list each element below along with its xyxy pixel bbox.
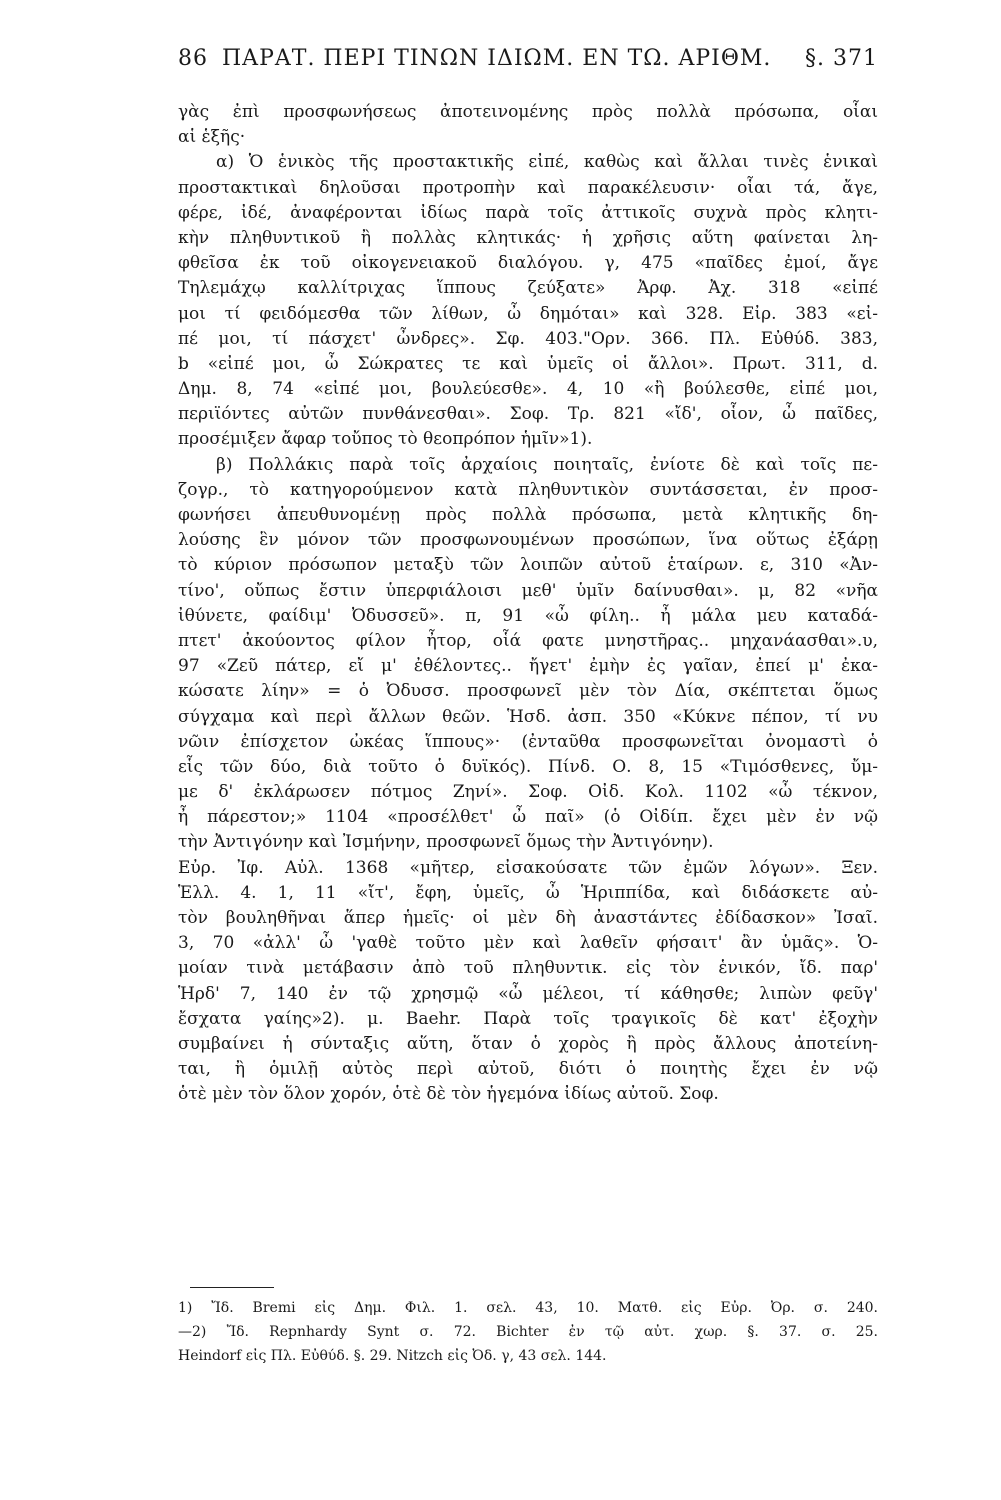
text-line: κώσατε λίην» = ὁ Ὀδυσσ. προσφωνεῖ μὲν τὸν Δία, σκέπτεται ὅμως — [178, 681, 878, 702]
text-line: προσέμιξεν ἄφαρ τοὔπος τὸ θεοπρόπον ἡμῖν»1). — [178, 429, 593, 450]
text-line: τὸ κύριον πρόσωπον μεταξὺ τῶν λοιπῶν αὐτοῦ ἑταίρων. ε, 310 «Ἀν- — [178, 555, 878, 576]
footnote-line: Heindorf εἰς Πλ. Εὐθύδ. §. 29. Nitzch εἰς Ὀδ. γ, 43 σελ. 144. — [178, 1348, 607, 1364]
text-line: α) Ὁ ἑνικὸς τῆς προστακτικῆς εἰπέ, καθὼς καὶ ἄλλαι τινὲς ἑνικαὶ — [216, 152, 878, 173]
text-line: νῶιν ἐπίσχετον ὠκέας ἵππους»· (ἐνταῦθα προσφωνεῖται ὀνομαστὶ ὁ — [178, 731, 878, 752]
text-line: β) Πολλάκις παρὰ τοῖς ἀρχαίοις ποιηταῖς, ἐνίοτε δὲ καὶ τοῖς πε- — [216, 454, 878, 475]
header-title: ΠΑΡΑΤ. ΠΕΡΙ ΤΙΝΩΝ ΙΔΙΩΜ. ΕΝ ΤΩ. ΑΡΙΘΜ. — [222, 46, 772, 71]
text-line: ὁτὲ μὲν τὸν ὅλον χορόν, ὁτὲ δὲ τὸν ἡγεμόνα ἰδίως αὐτοῦ. Σοφ. — [178, 1084, 719, 1105]
text-line: 3, 70 «ἀλλ' ὦ 'γαθὲ τοῦτο μὲν καὶ λαθεῖν φήσαιτ' ἂν ὑμᾶς». Ὁ- — [178, 933, 878, 954]
footnotes — [178, 1296, 878, 1368]
text-line: περιϊόντες αὐτῶν πυνθάνεσθαι». Σοφ. Τρ. 821 «ἴδ', οἷον, ὦ παῖδες, — [178, 404, 878, 425]
text-line: τὴν Ἀντιγόνην καὶ Ἰσμήνην, προσφωνεῖ ὅμως τὴν Ἀντιγόνην). — [178, 832, 714, 853]
text-line: τίνο', οὔπως ἔστιν ὑπερφιάλοισι μεθ' ὑμῖν δαίνυσθαι». μ, 82 «νῆα — [178, 580, 878, 601]
text-line: ται, ἢ ὁμιλῇ αὐτὸς περὶ αὐτοῦ, διότι ὁ ποιητὴς ἔχει ἐν νῷ — [178, 1059, 878, 1080]
running-header — [178, 46, 878, 80]
text-line: Τηλεμάχῳ καλλίτριχας ἵππους ζεύξατε» Ἀρφ. Ἀχ. 318 «εἰπέ — [178, 278, 878, 299]
text-line: ἔσχατα γαίης»2). μ. Baehr. Παρὰ τοῖς τραγικοῖς δὲ κατ' ἐξοχὴν — [178, 1008, 878, 1029]
text-line: συμβαίνει ἡ σύνταξις αὕτη, ὅταν ὁ χορὸς ἢ πρὸς ἄλλους ἀποτείνη- — [178, 1033, 878, 1054]
text-line: b «εἰπέ μοι, ὦ Σώκρατες τε καὶ ὑμεῖς οἱ ἄλλοι». Πρωτ. 311, d. — [178, 353, 878, 374]
text-line: Ἑλλ. 4. 1, 11 «ἴτ', ἔφη, ὑμεῖς, ὦ Ἡριππίδα, καὶ διδάσκετε αὐ- — [178, 882, 878, 903]
text-line: μοι τί φειδόμεσθα τῶν λίθων, ὦ δημόται» καὶ 328. Εἰρ. 383 «εἰ- — [178, 303, 878, 324]
text-line: Ἡρδ' 7, 140 ἐν τῷ χρησμῷ «ὦ μέλεοι, τί κάθησθε; λιπὼν φεῦγ' — [178, 983, 878, 1004]
text-line: πέ μοι, τί πάσχετ' ὦνδρες». Σφ. 403."Ορν. 366. Πλ. Εὐθύδ. 383, — [178, 328, 878, 349]
page-number: 86 — [178, 46, 208, 71]
footnote-line: —2) Ἴδ. Repnhardy Synt σ. 72. Bichter ἐν τῷ αὐτ. χωρ. §. 37. σ. 25. — [178, 1324, 878, 1340]
footnote-divider — [190, 1287, 274, 1288]
text-line: Εὐρ. Ἰφ. Αὐλ. 1368 «μῆτερ, εἰσακούσατε τῶν ἐμῶν λόγων». Ξεν. — [178, 857, 878, 878]
text-line: 97 «Ζεῦ πάτερ, εἴ μ' ἐθέλοντες.. ἤγετ' ἐμὴν ἐς γαῖαν, ἐπεί μ' ἐκα- — [178, 656, 878, 677]
text-line: κὴν πληθυντικοῦ ἢ πολλὰς κλητικάς· ἡ χρῆσις αὕτη φαίνεται λη- — [178, 227, 878, 248]
text-line: ἰθύνετε, φαίδιμ' Ὀδυσσεῦ». π, 91 «ὦ φίλη.. ἦ μάλα μευ καταδά- — [178, 605, 878, 626]
text-line: πτετ' ἀκούοντος φίλον ἦτορ, οἷά φατε μνηστῆρας.. μηχανάασθαι».υ, — [178, 630, 878, 651]
text-line: ἦ πάρεστον;» 1104 «προσέλθετ' ὦ παῖ» (ὁ Οἰδίπ. ἔχει μὲν ἐν νῷ — [178, 807, 878, 828]
text-line: μοίαν τινὰ μετάβασιν ἀπὸ τοῦ πληθυντικ. εἰς τὸν ἑνικόν, ἴδ. παρ' — [178, 958, 878, 979]
text-line: αἱ ἑξῆς· — [178, 127, 246, 148]
text-line: λούσης ἓν μόνον τῶν προσφωνουμένων προσώπων, ἵνα οὕτως ἐξάρῃ — [178, 530, 878, 551]
text-line: φθεῖσα ἐκ τοῦ οἰκογενειακοῦ διαλόγου. γ, 475 «παῖδες ἐμοί, ἄγε — [178, 253, 878, 274]
text-line: Δημ. 8, 74 «εἰπέ μοι, βουλεύεσθε». 4, 10 «ἢ βούλεσθε, εἰπέ μοι, — [178, 379, 878, 400]
text-line: τὸν βουληθῆναι ἅπερ ἡμεῖς· οἱ μὲν δὴ ἀναστάντες ἐδίδασκον» Ἰσαῖ. — [178, 908, 878, 928]
text-line: ζογρ., τὸ κατηγορούμενον κατὰ πληθυντικὸν συντάσσεται, ἐν προσ- — [178, 479, 878, 500]
main-text — [178, 100, 878, 1108]
text-line: φωνήσει ἀπευθυνομένῃ πρὸς πολλὰ πρόσωπα, μετὰ κλητικῆς δη- — [178, 505, 878, 525]
section-number: §. 371 — [805, 46, 878, 71]
text-line: σύγχαμα καὶ περὶ ἄλλων θεῶν. Ἡσδ. ἀσπ. 350 «Κύκνε πέπον, τί νυ — [178, 706, 878, 727]
text-line: με δ' ἐκλάρωσεν πότμος Ζηνί». Σοφ. Οἰδ. Κολ. 1102 «ὦ τέκνον, — [178, 782, 878, 803]
text-line: προστακτικαὶ δηλοῦσαι προτροπὴν καὶ παρακέλευσιν· οἷαι τά, ἄγε, — [178, 177, 878, 198]
text-line: γὰς ἐπὶ προσφωνήσεως ἀποτεινομένης πρὸς πολλὰ πρόσωπα, οἷαι — [178, 102, 878, 122]
text-line: εἷς τῶν δύο, διὰ τοῦτο ὁ δυϊκός). Πίνδ. Ο. 8, 15 «Τιμόσθενες, ὔμ- — [178, 756, 878, 777]
footnote-line: 1) Ἴδ. Bremi εἰς Δημ. Φιλ. 1. σελ. 43, 10. Ματθ. εἰς Εὐρ. Ὀρ. σ. 240. — [178, 1300, 878, 1316]
text-line: φέρε, ἰδέ, ἀναφέρονται ἰδίως παρὰ τοῖς ἀττικοῖς συχνὰ πρὸς κλητι- — [178, 202, 878, 223]
